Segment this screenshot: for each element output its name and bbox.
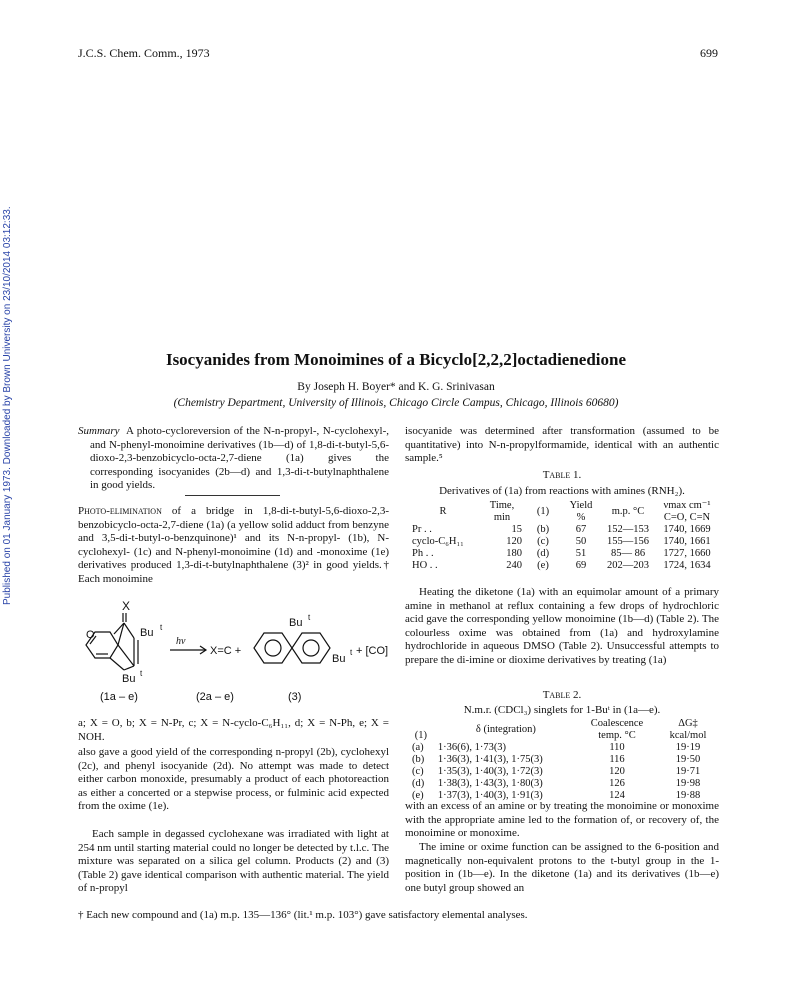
- table-cell: 126: [609, 778, 625, 789]
- right-paragraph-1: [405, 425, 719, 466]
- table-cell: 180: [506, 548, 522, 559]
- table-cell: 15: [511, 524, 522, 535]
- para-text: of a bridge in 1,8-di-t-butyl-5,6-dioxo-2,3-benzobicyclo-octa-2,7-diene (1a) (a yellow solid adduct from benzyne and 3,5-di-t-butyl-o-benzquinone)¹ and its N-n-propyl- (1b), N-cyclohexyl- (1c) and N-phenyl-monoimine (1d) and -monoxime (1e) derivatives produced 1,3-di-t-butylnaphthalene (3)² in good yields.† Each monoimine: [78, 505, 389, 585]
- table2-col-header: ΔG‡ kcal/mol: [669, 718, 707, 741]
- para-lead: Photo-elimination: [78, 505, 162, 517]
- table-row: [408, 548, 720, 560]
- table1-col-header: R: [439, 506, 447, 517]
- scheme-label-2: (2a – e): [196, 691, 234, 703]
- table-cell: (b): [536, 524, 550, 535]
- para-text: Each sample in degassed cyclohexane was irradiated with light at 254 nm until starting material could no longer be detected by t.l.c. The mixture was separated on a silica gel column. Products (2) and (3) (Table 2) gave identical comparison with authentic material. The yield of n-propyl: [78, 828, 389, 895]
- para-text: also gave a good yield of the corresponding n-propyl (2b), cyclohexyl (2c), and phenyl isocyanide (2d). No attempt was made to detect either carbon monoxide, presumably a product of each photoreaction as either a concerted or a stepwise process, or fulminic acid expected from the oxime (1e).: [78, 746, 389, 813]
- table1: [408, 500, 720, 572]
- para-text: isocyanide was determined after transformation (assumed to be quantitative) into N-n-propylformamide, identical with an authentic sample.⁵: [405, 425, 719, 465]
- table-cell: (d): [536, 548, 550, 559]
- table-cell: 69: [575, 560, 587, 571]
- table-cell: 1·35(3), 1·40(3), 1·72(3): [437, 766, 543, 777]
- scheme-legend: [78, 717, 389, 744]
- table-cell: 19·19: [675, 742, 701, 753]
- table-cell: 19·50: [675, 754, 701, 765]
- affiliation: (Chemistry Department, University of Illinois, Chicago Circle Campus, Chicago, Illinois 60680): [173, 397, 619, 409]
- byline: By Joseph H. Boyer* and K. G. Srinivasan: [297, 381, 495, 393]
- right-paragraph-3: [405, 800, 719, 841]
- table-cell: (e): [412, 790, 424, 801]
- table-cell: 19·71: [675, 766, 701, 777]
- table-row: [408, 766, 720, 778]
- table-cell: 51: [575, 548, 587, 559]
- right-paragraph-4: [405, 841, 719, 895]
- scheme-sup-4: t: [350, 648, 353, 657]
- table-cell: 155—156: [607, 536, 649, 547]
- scheme-isocyanide: X=C +: [210, 645, 242, 657]
- table-cell: 50: [575, 536, 587, 547]
- table-cell: Ph . .: [412, 548, 434, 559]
- table-row: [408, 742, 720, 754]
- scheme-o: O: [86, 629, 95, 641]
- table1-col-header: m.p. °C: [611, 506, 645, 517]
- scheme-label-1: (1a – e): [100, 691, 138, 703]
- scheme-but-4: Bu: [332, 653, 346, 665]
- table2-col-header: Coalescence temp. °C: [590, 718, 644, 741]
- table-cell: 1740, 1661: [663, 536, 711, 547]
- table-cell: 120: [506, 536, 522, 547]
- scheme-co: + [CO]: [356, 645, 389, 657]
- summary-label: Summary: [78, 425, 120, 437]
- table-cell: (e): [537, 560, 549, 571]
- table-row: [408, 524, 720, 536]
- table-cell: (b): [412, 754, 425, 765]
- table2-col-header: δ (integration): [475, 724, 536, 735]
- scheme-sup-3: t: [308, 613, 311, 622]
- scheme-label-3: (3): [288, 691, 302, 703]
- table-cell: 1·36(3), 1·41(3), 1·75(3): [437, 754, 543, 765]
- table-cell: (a): [412, 742, 424, 753]
- left-paragraph-3: [78, 828, 389, 896]
- table-cell: cyclo-C₆H₁₁: [412, 536, 464, 547]
- table-row: [408, 754, 720, 766]
- scheme-drawing: [78, 598, 389, 706]
- table-cell: 240: [506, 560, 522, 571]
- page-number: 699: [700, 46, 718, 60]
- table1-col-header: νmax cm⁻¹ C=O, C=N: [663, 500, 711, 523]
- table1-col-header: (1): [536, 506, 550, 517]
- left-paragraph-2: [78, 746, 389, 814]
- table2-caption: N.m.r. (CDCl₃) singlets for 1-Buᵗ in (1a—e).: [463, 704, 661, 716]
- table2-col-header: (1): [414, 730, 428, 741]
- table-cell: 110: [609, 742, 625, 753]
- table-cell: 1724, 1634: [663, 560, 711, 571]
- scheme-x: X: [122, 599, 131, 613]
- table2: [408, 718, 720, 802]
- table-cell: 116: [609, 754, 625, 765]
- summary-divider: [185, 495, 280, 496]
- scheme-but-1: Bu: [140, 627, 154, 639]
- table1-caption: Derivatives of (1a) from reactions with amines (RNH₂).: [439, 485, 685, 497]
- table1-label: Table 1.: [542, 469, 582, 481]
- summary: [78, 425, 389, 493]
- table-cell: 1727, 1660: [663, 548, 711, 559]
- summary-text: A photo-cycloreversion of the N-n-propyl-, N-cyclohexyl-, and N-phenyl-monoimine derivatives (1b—d) of 1,8-di-t-butyl-5,6-dioxo-2,3-benzobicyclo-octa-2,7-diene (1a) gives the corresponding isocyanides (2b—d) and 1,3-di-t-butylnaphthalene in good yields.: [90, 425, 389, 492]
- table-cell: 1·38(3), 1·43(3), 1·80(3): [437, 778, 543, 789]
- table1-col-header: Yield %: [569, 500, 593, 523]
- table1-col-header: Time, min: [489, 500, 515, 523]
- table-cell: 85— 86: [610, 548, 646, 559]
- table1-header-row: [408, 500, 720, 524]
- legend-text: a; X = O, b; X = N-Pr, c; X = N-cyclo-C₆H₁₁, d; X = N-Ph, e; X = NOH.: [78, 717, 389, 743]
- footnote: † Each new compound and (1a) m.p. 135—136° (lit.¹ m.p. 103°) gave satisfactory elemental analyses.: [78, 909, 528, 921]
- journal-header: J.C.S. Chem. Comm., 1973: [78, 46, 210, 60]
- table-cell: HO . .: [412, 560, 438, 571]
- table-cell: 1740, 1669: [663, 524, 711, 535]
- table-row: [408, 778, 720, 790]
- table-cell: 152—153: [607, 524, 649, 535]
- table-cell: 19·98: [675, 778, 701, 789]
- scheme-sup-1: t: [160, 623, 163, 632]
- table-cell: Pr . .: [412, 524, 432, 535]
- right-paragraph-2: [405, 586, 719, 668]
- para-text: The imine or oxime function can be assigned to the 6-position and magnetically non-equivalent protons to the t-butyl group in the 1-position in (1b—e). In the diketone (1a) and its derivatives (1b—e) one butyl group showed an: [405, 841, 719, 894]
- table-cell: 19·88: [675, 790, 701, 801]
- table-cell: 124: [609, 790, 625, 801]
- scheme-but-2: Bu: [122, 673, 136, 685]
- table-cell: (d): [412, 778, 425, 789]
- reaction-scheme: [78, 598, 389, 706]
- table-row: [408, 560, 720, 572]
- table2-header-row: [408, 718, 720, 742]
- para-text: with an excess of an amine or by treating the monoimine or monoxime with the appropriate amine led to the formation of, or recovery of, the monoimine or monoxime.: [405, 800, 719, 840]
- table-cell: (c): [412, 766, 424, 777]
- table-cell: 202—203: [607, 560, 649, 571]
- scheme-but-3: Bu: [289, 617, 303, 629]
- table-cell: 1·37(3), 1·40(3), 1·91(3): [437, 790, 543, 801]
- article-title: Isocyanides from Monoimines of a Bicyclo[2,2,2]octadienedione: [165, 350, 627, 369]
- scheme-hv: hν: [176, 636, 186, 647]
- table2-label: Table 2.: [542, 689, 582, 701]
- table-cell: 67: [575, 524, 587, 535]
- table-row: [408, 536, 720, 548]
- table-cell: 120: [609, 766, 625, 777]
- para-text: Heating the diketone (1a) with an equimolar amount of a primary amine in methanol at reflux containing a few drops of hydrochloric acid gave the corresponding yellow monoimine (1b—d) (Table 2). The colourless oxime was obtained from (1a) and hydroxylamine hydrochloride in aqueous DMSO (Table 2). Unsuccessful attempts to prepare the di-imine or dioxime derivatives by treating (1a): [405, 586, 719, 666]
- download-watermark[interactable]: Published on 01 January 1973. Downloaded by Brown University on 23/10/2014 03:12:33.: [2, 206, 13, 605]
- left-paragraph-1: [78, 505, 389, 587]
- scheme-sup-2: t: [140, 669, 143, 678]
- table-cell: 1·36(6), 1·73(3): [437, 742, 507, 753]
- table-cell: (c): [537, 536, 549, 547]
